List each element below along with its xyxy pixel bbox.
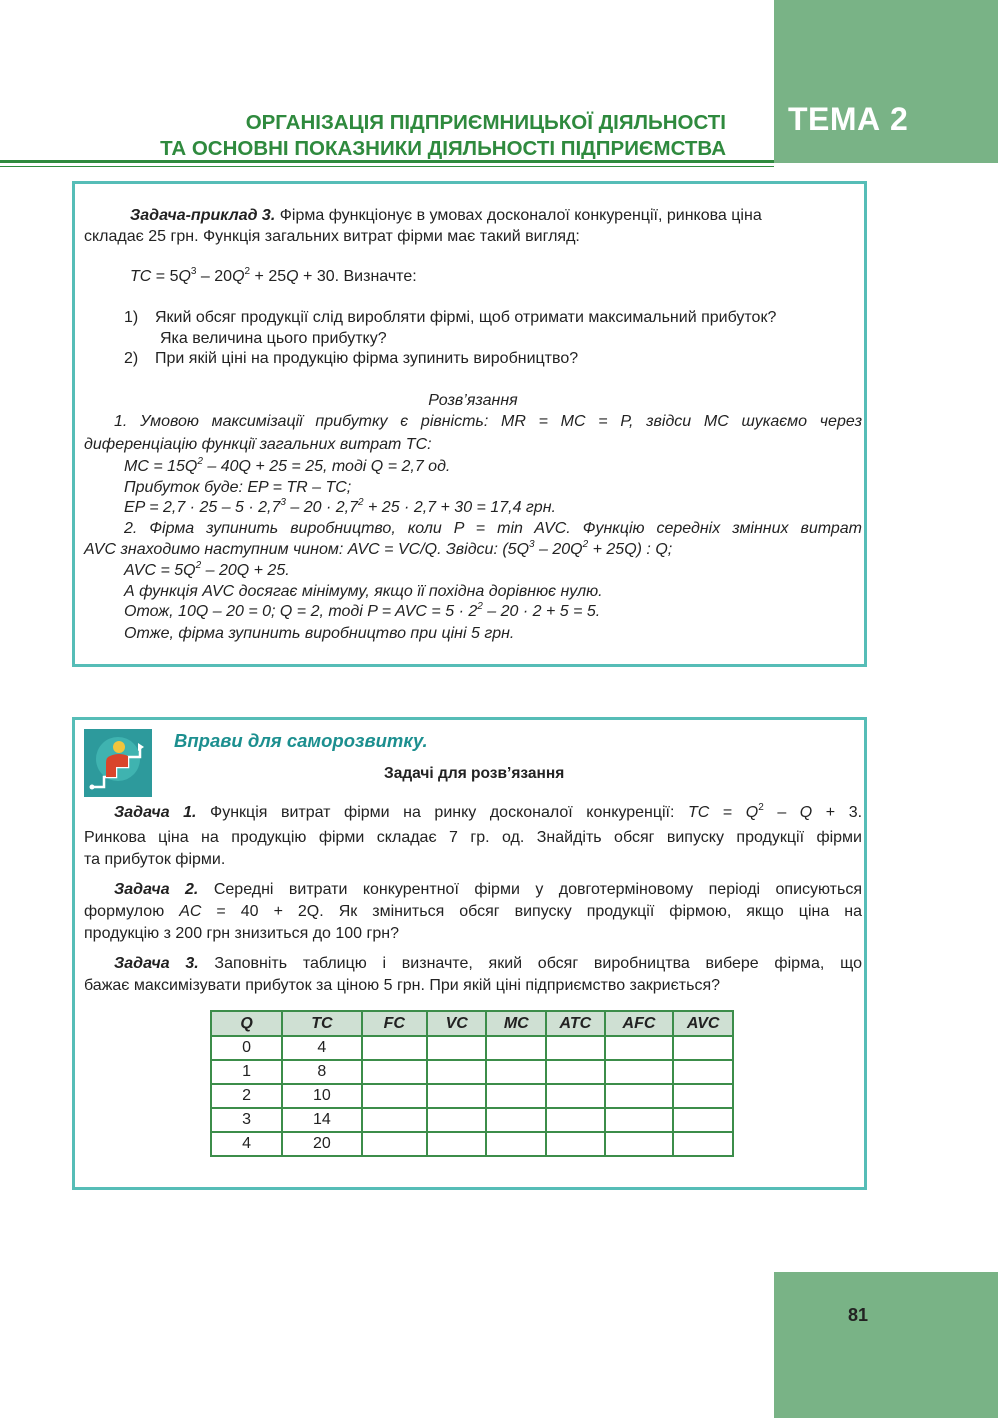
avc-minimum-text: А функція AVC досягає мінімуму, якщо її похідна дорівнює нулю. — [124, 583, 603, 600]
cell-q: 0 — [211, 1036, 282, 1060]
task-3-line-2: бажає максимізувати прибуток за ціною 5 грн. При якій ціні підприємство закриється? — [84, 977, 721, 994]
cell-empty — [362, 1084, 427, 1108]
table-row — [211, 1036, 733, 1060]
cell-empty — [673, 1084, 733, 1108]
profit-equation: EP = $2,7 \cdot 25 - 5 \cdot 2,7^3 - 20 \cdot 2,7^2 + 25 \cdot 2,7 + 30 = 17,4$ грн. — [124, 496, 556, 516]
cell-empty — [605, 1060, 674, 1084]
example-title: Задача-приклад 3. — [130, 207, 276, 224]
cell-empty — [673, 1060, 733, 1084]
task-2-line-1: Задача 2. Середні витрати конкурентної фірми у довготерміновому періоді описуються — [114, 881, 863, 898]
solution-heading: Розв’язання — [428, 392, 518, 409]
cell-tc: 10 — [282, 1084, 361, 1108]
cell-q: 2 — [211, 1084, 282, 1108]
profit-text: Прибуток буде: EP = TR – TC; — [124, 479, 352, 496]
cell-empty — [486, 1060, 546, 1084]
column-header-tc: TC — [282, 1011, 361, 1036]
avc-derivation: AVC знаходимо наступним чином: AVC = VC/Q. Звідси: $(5Q^3 - 20Q^2 + 25Q)$ : Q; — [84, 538, 673, 558]
table-row — [211, 1084, 733, 1108]
cell-empty — [427, 1108, 487, 1132]
column-header-vc: VC — [427, 1011, 487, 1036]
header-rule — [0, 160, 774, 163]
page-title — [160, 110, 726, 162]
question-2-text: При якій ціні на продукцію фірма зупинить виробництво? — [155, 350, 579, 367]
cell-empty — [673, 1036, 733, 1060]
task-3-label: Задача 3. — [114, 955, 199, 972]
column-header-afc: AFC — [605, 1011, 674, 1036]
column-header-avc: AVC — [673, 1011, 733, 1036]
exercises-title: Вправи для саморозвитку. — [174, 730, 428, 751]
career-stairs-icon — [84, 729, 152, 797]
cell-empty — [546, 1084, 605, 1108]
cell-empty — [486, 1132, 546, 1156]
solution-step-1-cont: диференціацію функції загальних витрат TC: — [84, 436, 432, 453]
cell-tc: 14 — [282, 1108, 361, 1132]
cell-q: 3 — [211, 1108, 282, 1132]
task-1-line-1: Задача 1. Функція витрат фірми на ринку досконалої конкуренції: TC = $Q^2 - Q + 3$. — [114, 801, 863, 821]
cell-empty — [673, 1132, 733, 1156]
cell-empty — [486, 1036, 546, 1060]
task-1-label: Задача 1. — [114, 804, 197, 821]
page-number: 81 — [848, 1305, 869, 1325]
question-2-number: 2) — [124, 350, 139, 367]
cell-empty — [362, 1036, 427, 1060]
column-header-atc: ATC — [546, 1011, 605, 1036]
example-intro-line-1: Задача-приклад 3. Фірма функціонує в умовах досконалої конкуренції, ринкова ціна — [130, 207, 762, 224]
cell-tc: 20 — [282, 1132, 361, 1156]
table-row — [211, 1108, 733, 1132]
solution-conclusion: Отже, фірма зупинить виробництво при ціні 5 грн. — [124, 625, 515, 642]
task-2-label: Задача 2. — [114, 881, 199, 898]
task-1-line-2: Ринкова ціна на продукцію фірми складає 7 гр. од. Знайдіть обсяг випуску продукції фірми — [84, 829, 862, 846]
cell-empty — [605, 1132, 674, 1156]
tasks-heading: Задачі для розв’язання — [384, 765, 565, 782]
cell-tc: 8 — [282, 1060, 361, 1084]
cell-empty — [486, 1084, 546, 1108]
cost-function-formula: TC = $5Q^3 - 20Q^2 + 25Q + 30$. Визначте: — [130, 265, 417, 285]
cell-empty — [427, 1036, 487, 1060]
example-intro-line-2: складає 25 грн. Функція загальних витрат фірми має такий вигляд: — [84, 228, 580, 245]
question-1-text-cont: Яка величина цього прибутку? — [160, 330, 387, 347]
page-title-line-1: ОРГАНІЗАЦІЯ ПІДПРИЄМНИЦЬКОЇ ДІЯЛЬНОСТІ — [245, 111, 726, 134]
task-2-line-3: продукцію з 200 грн знизиться до 100 грн? — [84, 925, 399, 942]
mc-equation: MC = $15Q^2 - 40Q + 25 = 25$, тоді Q = 2,7 од. — [124, 455, 451, 475]
cell-empty — [362, 1132, 427, 1156]
column-header-mc: MC — [486, 1011, 546, 1036]
column-header-fc: FC — [362, 1011, 427, 1036]
table-row — [211, 1060, 733, 1084]
cell-empty — [546, 1060, 605, 1084]
avc-equation: AVC = $5Q^2 - 20Q + 25$. — [124, 559, 290, 579]
page-number-tab — [774, 1272, 998, 1418]
topic-tab — [774, 0, 998, 163]
cell-empty — [546, 1036, 605, 1060]
cell-q: 4 — [211, 1132, 282, 1156]
cell-q: 1 — [211, 1060, 282, 1084]
price-calculation: Отож, 10Q – 20 = 0; Q = 2, тоді P = AVC = $5 \cdot 2^2 - 20 \cdot 2 + 5 = 5$. — [124, 600, 601, 620]
task-1-line-3: та прибуток фірми. — [84, 851, 226, 868]
header-rule-thin — [0, 166, 774, 167]
solution-step-2: 2. Фірма зупинить виробництво, коли P = min AVC. Функцію середніх змінних витрат — [124, 520, 862, 537]
solution-step-1: 1. Умовою максимізації прибутку є рівність: MR = MC = P, звідси MC шукаємо через — [114, 413, 862, 430]
cell-empty — [546, 1132, 605, 1156]
cell-empty — [605, 1084, 674, 1108]
cell-empty — [546, 1108, 605, 1132]
cell-empty — [605, 1036, 674, 1060]
cell-empty — [486, 1108, 546, 1132]
cell-empty — [605, 1108, 674, 1132]
question-1-number: 1) — [124, 309, 139, 326]
cell-empty — [427, 1132, 487, 1156]
cell-tc: 4 — [282, 1036, 361, 1060]
cell-empty — [362, 1060, 427, 1084]
question-1-text: Який обсяг продукції слід виробляти фірмі, щоб отримати максимальний прибуток? — [155, 309, 777, 326]
topic-tab-label: ТЕМА 2 — [788, 101, 909, 137]
column-header-q: Q — [211, 1011, 282, 1036]
page-title-line-2: ТА ОСНОВНІ ПОКАЗНИКИ ДІЯЛЬНОСТІ ПІДПРИЄМСТВА — [160, 137, 726, 160]
task-3-line-1: Задача 3. Заповніть таблицю і визначте, який обсяг виробництва вибере фірма, що — [114, 955, 862, 972]
cell-empty — [362, 1108, 427, 1132]
task-2-line-2: формулою AC = 40 + 2Q. Як зміниться обсяг випуску продукції фірмою, якщо ціна на — [84, 903, 862, 920]
cost-table-header-row — [211, 1011, 733, 1036]
cell-empty — [427, 1060, 487, 1084]
cost-table — [210, 1010, 734, 1157]
cell-empty — [673, 1108, 733, 1132]
table-row — [211, 1132, 733, 1156]
cell-empty — [427, 1084, 487, 1108]
